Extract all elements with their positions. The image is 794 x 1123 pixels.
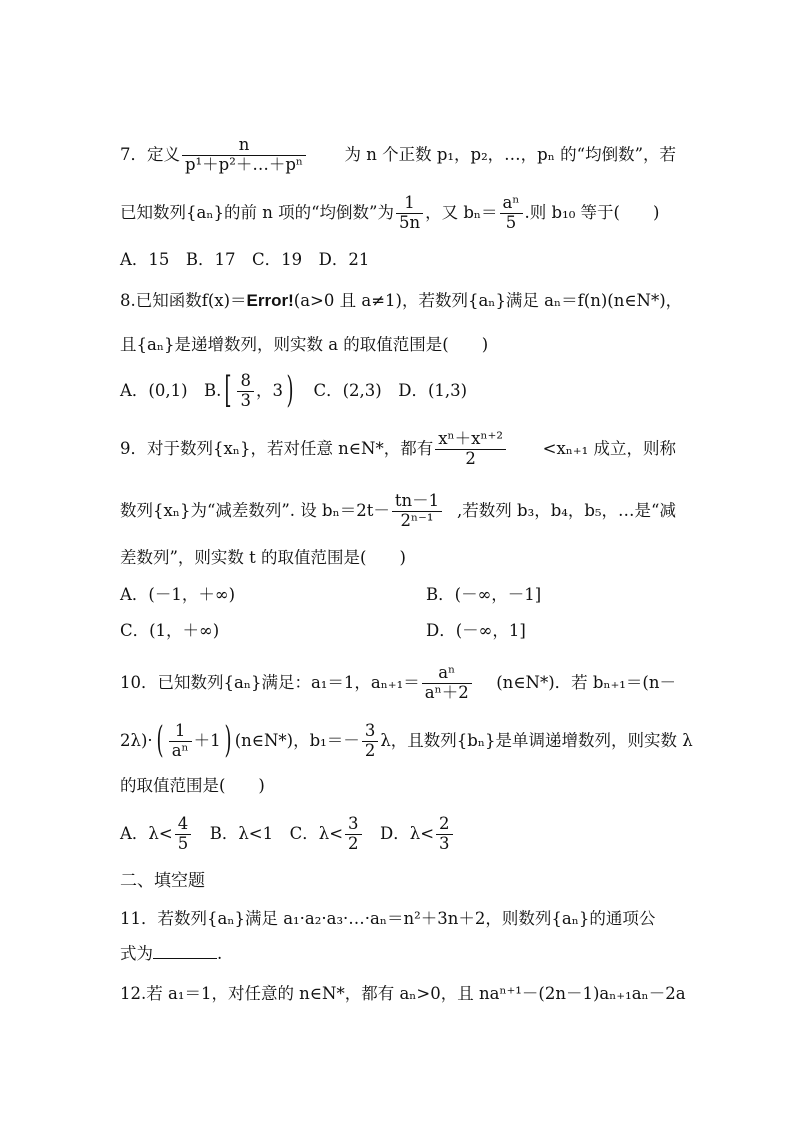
q9-number: 9	[120, 438, 131, 458]
q9-option-a: A．(－1，＋∞)	[120, 585, 236, 604]
q9-option-c: C．(1，＋∞)	[120, 621, 220, 640]
q9-option-b: B．(－∞，－1]	[426, 585, 542, 604]
q9-line1: 9．对于数列{xₙ}，若对任意 n∈N*，都有 $\frac{\text{xⁿ＋xⁿ⁺²}}{2}$ <xₙ₊₁ 成立，则称	[120, 429, 676, 468]
answer-blank[interactable]	[153, 946, 217, 959]
q8-line2: 且{aₙ}是递增数列，则实数 a 的取值范围是( )	[120, 335, 489, 354]
left-bracket-icon: [	[224, 370, 232, 412]
q11-number: 11	[120, 909, 141, 928]
q9-options-row1	[120, 587, 676, 604]
q7-options: A．15 B．17 C．19 D．21	[120, 250, 370, 269]
q10-optC-fraction: $\frac{3}{2}$	[345, 815, 362, 854]
section-heading: 二、填空题	[120, 871, 205, 891]
q7-line2: 已知数列{aₙ}的前 n 项的“均倒数”为 $\frac{1}{5n}$ ，又 bₙ＝ $\frac{\text{aⁿ}}{5}$ .则 b₁₀ 等于( )	[120, 193, 660, 232]
q11-line2: 式为 .	[120, 944, 223, 963]
q9-fraction: $\frac{\text{xⁿ＋xⁿ⁺²}}{2}$	[435, 430, 506, 469]
q8-options: A．(0,1) B.[ $\frac{8}{3}$ ，3) C．(2,3) D．(1,3)	[120, 370, 468, 412]
q7-fraction: $\frac{n}{\text{p¹＋p²＋…＋pⁿ}}$	[182, 136, 306, 175]
q7-number: 7	[120, 144, 131, 164]
q7-fraction-3: $\frac{\text{aⁿ}}{5}$	[500, 194, 523, 233]
q10-optA-fraction: $\frac{4}{5}$	[175, 815, 192, 854]
q12-number: 12	[120, 984, 141, 1003]
q7-fraction-2: $\frac{1}{5n}$	[396, 194, 423, 233]
q9-option-d: D．(－∞，1]	[426, 621, 526, 640]
q10-fraction-3: $\frac{3}{2}$	[362, 722, 379, 761]
q12-line1: 12.若 a₁＝1，对任意的 n∈N*，都有 aₙ>0，且 naⁿ⁺¹－(2n－1)aₙ₊₁aₙ－2a	[120, 984, 686, 1003]
q9-options-row2	[120, 623, 676, 640]
q9-fraction-2: $\frac{tn-1}{\text{2ⁿ⁻¹}}$	[392, 492, 442, 531]
error-marker: Error!	[246, 291, 294, 310]
q10-number: 10	[120, 672, 141, 692]
q10-options: A．λ< $\frac{4}{5}$ B．λ<1 C．λ< $\frac{3}{2}$ D．λ< $\frac{2}{3}$	[120, 815, 676, 854]
q9-line2: 数列{xₙ}为“减差数列”. 设 bₙ＝2t－ $\frac{tn-1}{\text{2ⁿ⁻¹}}$ ,若数列 b₃，b₄，b₅，…是“减	[120, 491, 676, 530]
q10-fraction: $\frac{\text{aⁿ}}{\text{aⁿ＋2}}$	[422, 664, 472, 703]
right-paren-icon: )	[286, 370, 294, 412]
q10-line3: 的取值范围是( )	[120, 776, 265, 795]
q10-optD-fraction: $\frac{2}{3}$	[436, 815, 453, 854]
q7-line1: 7．定义 $\frac{n}{\text{p¹＋p²＋…＋pⁿ}}$ 为 n 个正数 p₁，p₂，…，pₙ 的“均倒数”，若	[120, 135, 676, 174]
q8-number: 8	[120, 291, 131, 310]
q11-line1: 11．若数列{aₙ}满足 a₁·a₂·a₃·…·aₙ＝n²＋3n＋2，则数列{aₙ}的通项公	[120, 909, 656, 928]
q10-line1: 10．已知数列{aₙ}满足：a₁＝1，aₙ₊₁＝ $\frac{\text{aⁿ}}{\text{aⁿ＋2}}$ (n∈N*)．若 bₙ₊₁＝(n－	[120, 663, 676, 702]
right-paren-icon: )	[224, 720, 232, 762]
q9-line3: 差数列”，则实数 t 的取值范围是( )	[120, 548, 406, 567]
q10-line2: 2λ)·( $\frac{1}{\text{aⁿ}}$ ＋1) (n∈N*)，b₁＝－ $\frac{3}{2}$ λ，且数列{bₙ}是单调递增数列，则实数 λ	[120, 720, 693, 762]
left-paren-icon: (	[156, 720, 164, 762]
q8-line1: 8.已知函数f(x)＝Error!(a>0 且 a≠1)，若数列{aₙ}满足 aₙ＝f(n)(n∈N*)，	[120, 291, 683, 310]
q8-optB-fraction: $\frac{8}{3}$	[237, 372, 254, 411]
q10-fraction-2: $\frac{1}{\text{aⁿ}}$	[169, 722, 192, 761]
